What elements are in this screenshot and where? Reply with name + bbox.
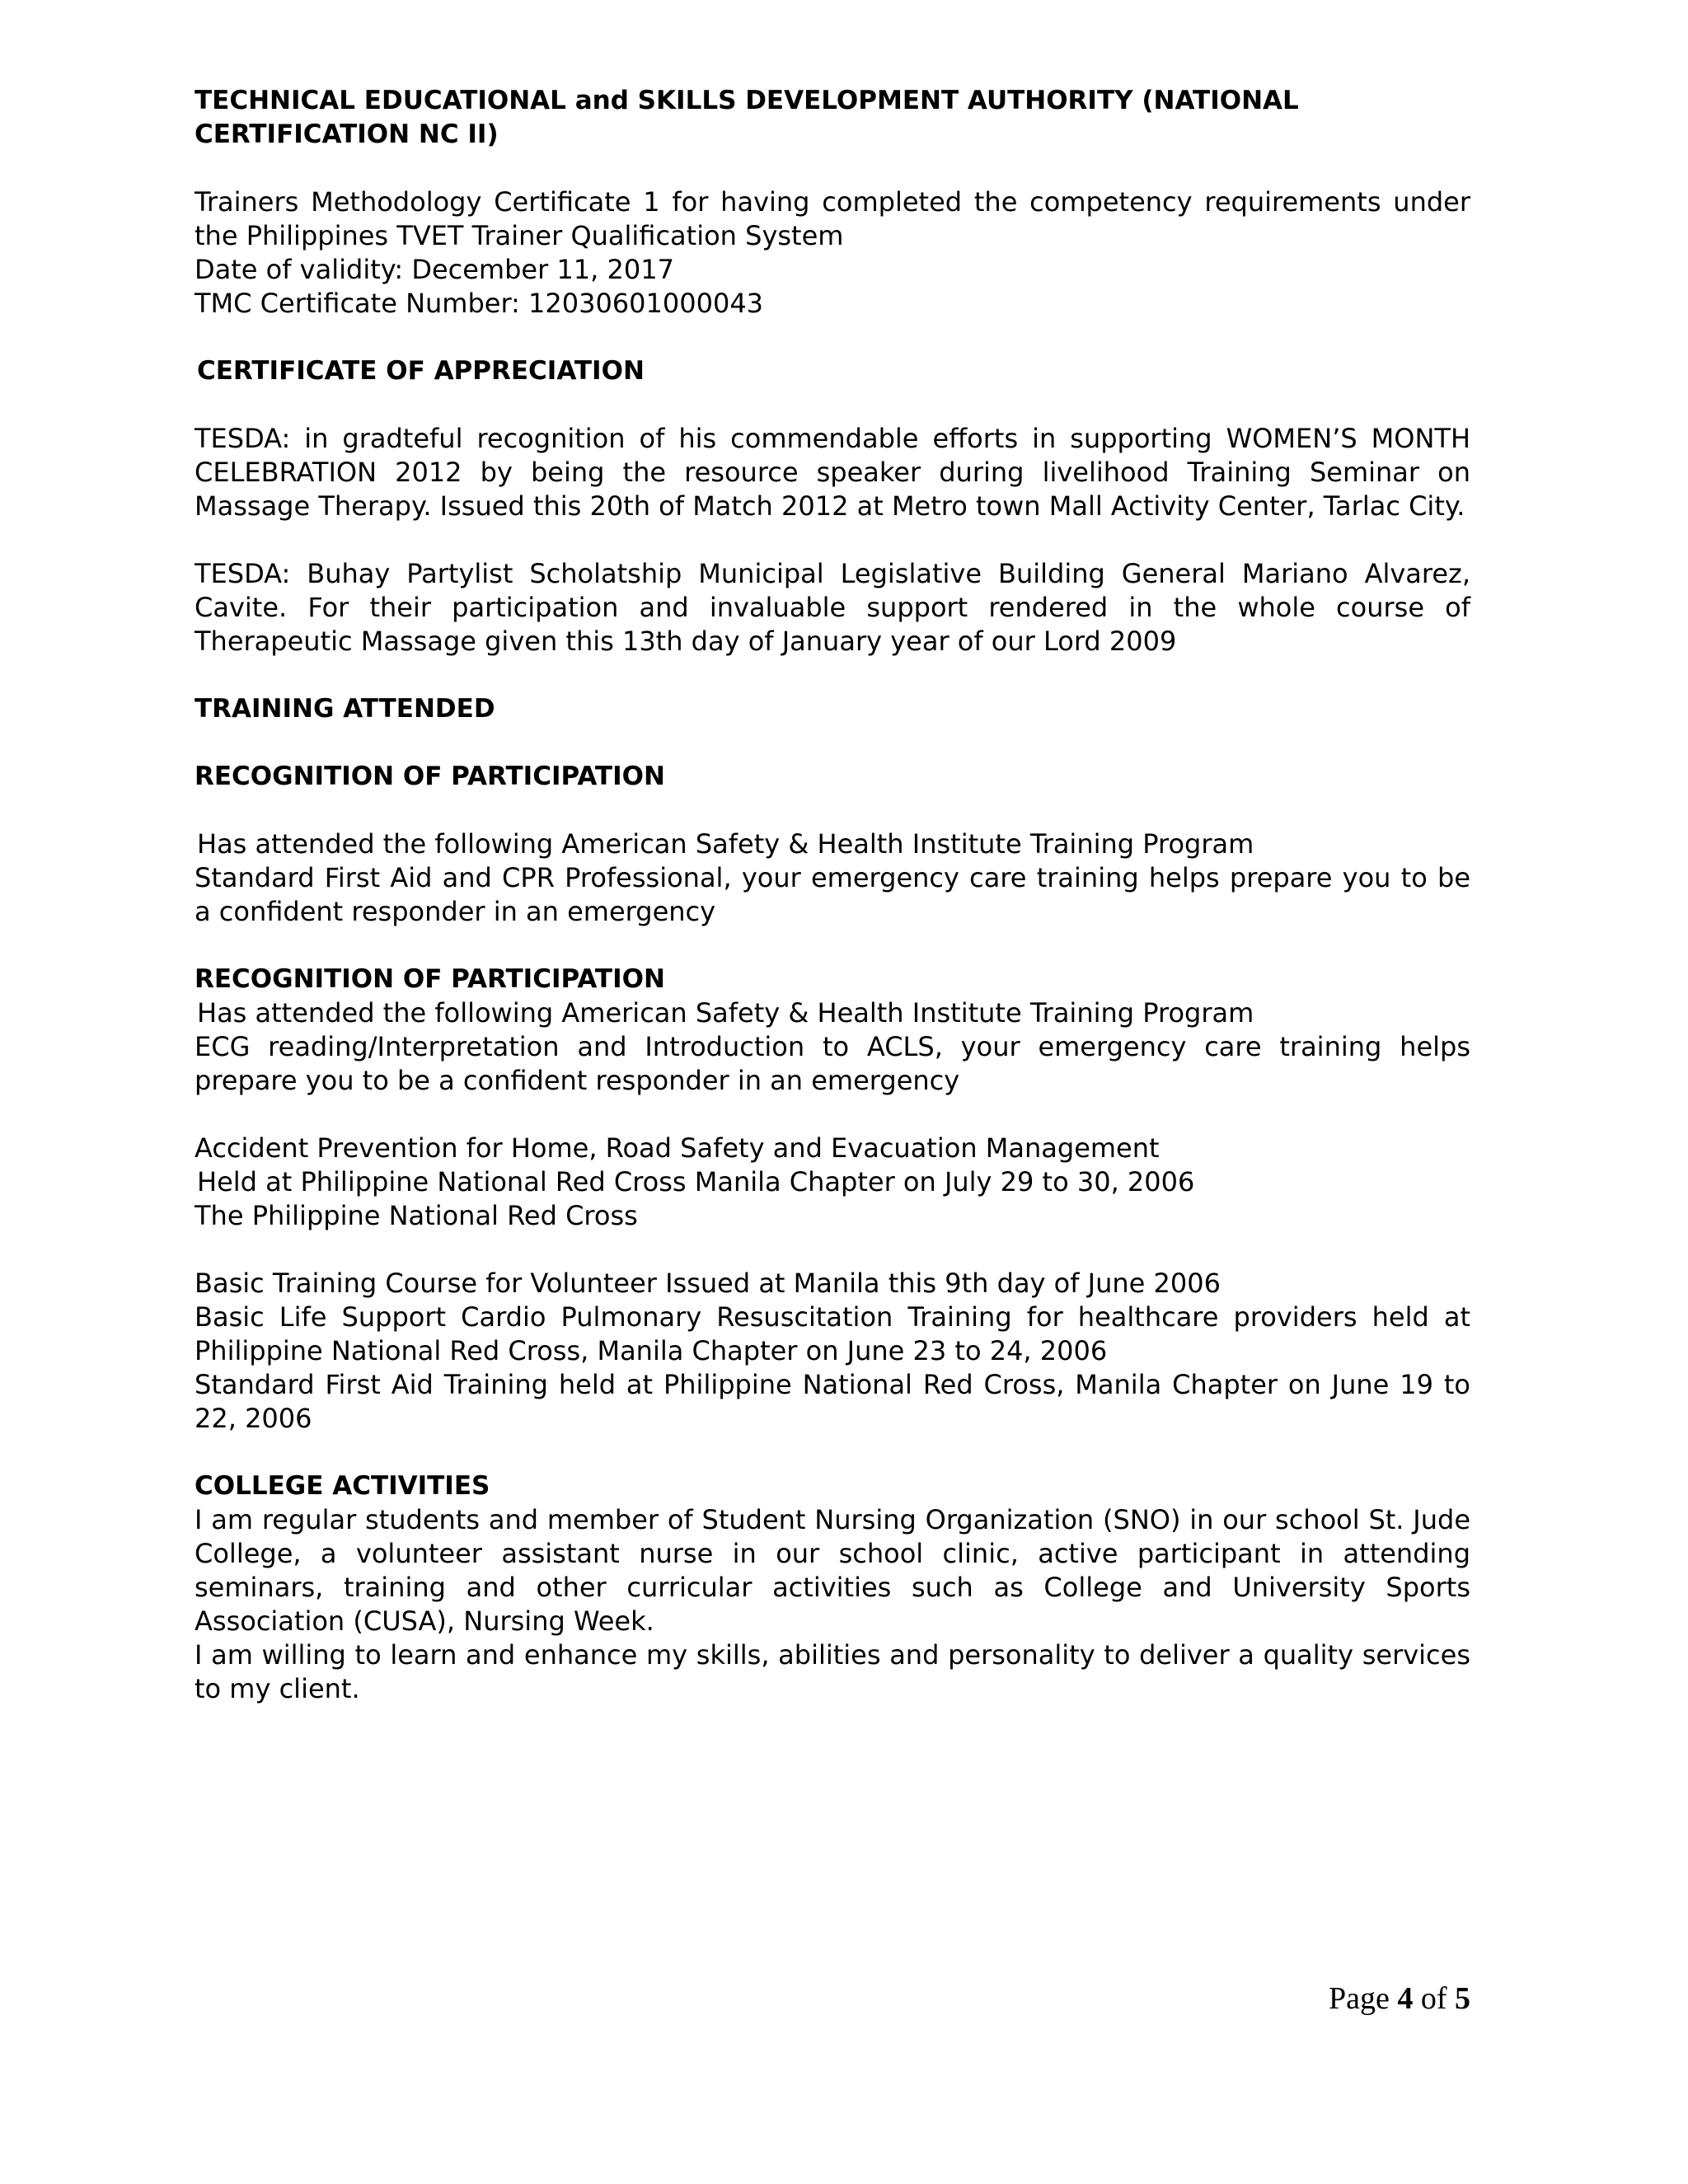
spacer [195, 726, 1470, 760]
redcross-line-1: Accident Prevention for Home, Road Safety and Evacuation Management [195, 1132, 1160, 1164]
recognition-heading-1: RECOGNITION OF PARTICIPATION [195, 762, 665, 791]
redcross-line-2: Held at Philippine National Red Cross Manila Chapter on July 29 to 30, 2006 [197, 1166, 1195, 1197]
spacer [195, 1098, 1470, 1132]
of-word: of [1413, 1981, 1455, 2016]
spacer [195, 152, 1470, 185]
spacer [195, 321, 1470, 354]
appreciation-paragraph-1: TESDA: in gradteful recognition of his commendable efforts in supporting WOMEN’S MONTH CELEBRATION 2012 by being the resource speaker during livelihood Training Seminar on Massage Therapy. Issued this 20th of Match 2012 at Metro town Mall Activity Center, Tarlac City. [195, 423, 1470, 522]
basic-line-1: Basic Training Course for Volunteer Issued at Manila this 9th day of June 2006 [195, 1268, 1221, 1299]
spacer [195, 523, 1470, 557]
page-number [1329, 1980, 1470, 2018]
basic-line-3: Standard First Aid Training held at Philippine National Red Cross, Manila Chapter on June 19 to 22, 2006 [195, 1369, 1470, 1434]
current-page: 4 [1397, 1981, 1414, 2016]
spacer [195, 1436, 1470, 1469]
college-paragraph-1: I am regular students and member of Student Nursing Organization (SNO) in our school St. Jude College, a volunteer assistant nurse in our school clinic, active participant in attending seminars, training and other curricular activities such as College and University Sports Association (CUSA), Nursing Week. [195, 1504, 1470, 1637]
tmc-paragraph: Trainers Methodology Certificate 1 for having completed the competency requirements under the Philippines TVET Trainer Qualification System [195, 186, 1470, 251]
tmc-validity: Date of validity: December 11, 2017 [195, 254, 674, 285]
training-heading: TRAINING ATTENDED [195, 694, 495, 724]
document-body [195, 84, 1470, 1706]
spacer [195, 1233, 1470, 1267]
page-word: Page [1328, 1981, 1398, 2016]
college-paragraph-2: I am willing to learn and enhance my skills, abilities and personality to deliver a quality services to my client. [195, 1639, 1470, 1704]
tesda-heading: TECHNICAL EDUCATIONAL and SKILLS DEVELOPMENT AUTHORITY (NATIONAL CERTIFICATION NC II) [195, 86, 1299, 149]
total-pages: 5 [1455, 1981, 1470, 2016]
tmc-number: TMC Certificate Number: 12030601000043 [195, 288, 764, 319]
basic-line-2: Basic Life Support Cardio Pulmonary Resuscitation Training for healthcare providers held at Philippine National Red Cross, Manila Chapter on June 23 to 24, 2006 [195, 1301, 1470, 1366]
spacer [195, 388, 1470, 422]
redcross-line-3: The Philippine National Red Cross [195, 1200, 638, 1231]
recognition-1-line-2: Standard First Aid and CPR Professional, your emergency care training helps prepare you to be a confident responder in an emergency [195, 862, 1470, 927]
recognition-heading-2: RECOGNITION OF PARTICIPATION [195, 964, 665, 994]
spacer [195, 658, 1470, 692]
recognition-1-line-1: Has attended the following American Safety & Health Institute Training Program [197, 828, 1254, 860]
recognition-2-line-1: Has attended the following American Safety & Health Institute Training Program [197, 997, 1254, 1029]
spacer [195, 794, 1470, 827]
college-heading: COLLEGE ACTIVITIES [195, 1471, 490, 1501]
appreciation-paragraph-2: TESDA: Buhay Partylist Scholatship Municipal Legislative Building General Mariano Alvarez, Cavite. For their participation and invaluable support rendered in the whole course of Therapeutic Massage given this 13th day of January year of our Lord 2009 [195, 558, 1470, 657]
recognition-2-line-2: ECG reading/Interpretation and Introduction to ACLS, your emergency care training helps prepare you to be a confident responder in an emergency [195, 1031, 1470, 1096]
appreciation-heading: CERTIFICATE OF APPRECIATION [197, 356, 645, 386]
spacer [195, 929, 1470, 963]
